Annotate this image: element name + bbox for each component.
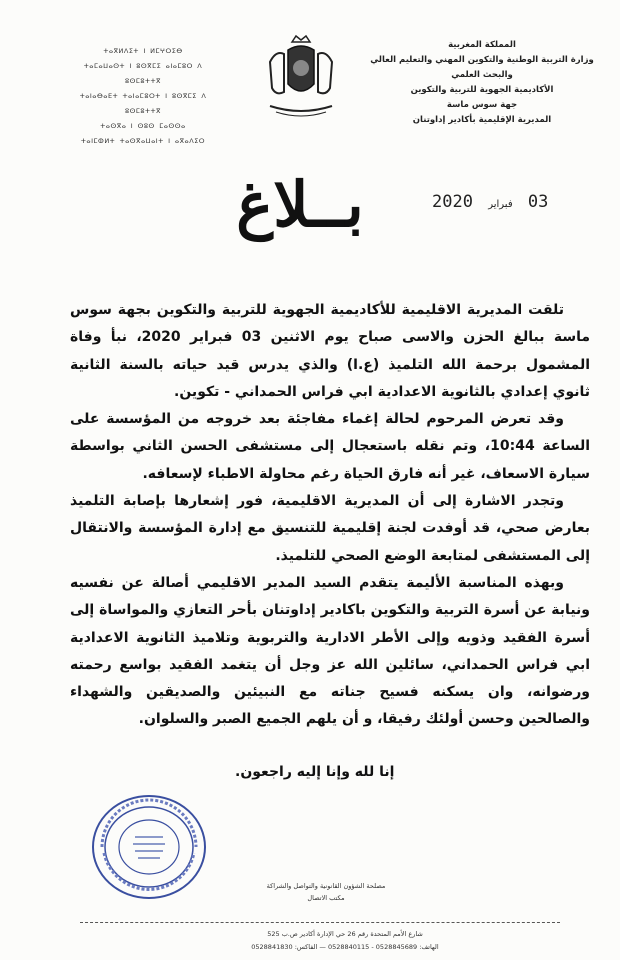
header-line: جهة سوس ماسة — [446, 100, 518, 110]
paragraph: وقد تعرض المرحوم لحالة إغماء مفاجئة بعد خروجه من المؤسسة على الساعة 10:44، وتم نقله باستعجال إلى مستشفى الحسن الثاني بواسطة سيارة الاسعاف، غير أنه فارق الحياة رغم محاولة الاطباء لإسعافه. — [70, 411, 590, 482]
header-line: وزارة التربية الوطنية والتكوين المهني والتعليم العالي والبحث العلمي — [370, 55, 594, 80]
closing-phrase: إنا لله وإنا إليه راجعون. — [235, 764, 395, 780]
header-line: ⵜⴰⵏⴰⴱⴰⴹⵜ ⵜⴰⵏⴰⵎⵓⵔⵜ ⵏ ⵓⵙⴳⵎⵉ ⴷ ⵓⵙⵎⵓⵜⵜⴳ — [79, 92, 207, 115]
date-month: فبراير — [488, 199, 513, 210]
office-line: مصلحة الشؤون القانونية والتواصل والشراكة — [266, 882, 386, 890]
paragraph: وتجدر الاشارة إلى أن المديرية الاقليمية، فور إشعارها بإصابة التلميذ بعارض صحي، قد أوفدت لجنة إقليمية للتنسيق مع إدارة المؤسسة والانتقال إلى المستشفى لمتابعة الوضع الصحي للتلميذ. — [70, 493, 590, 564]
document-body — [70, 297, 590, 734]
footer-phones: الهاتف: 0528845689 - 0528840115 — الفاكس: 0528841830 — [251, 943, 439, 951]
official-stamp-icon — [90, 793, 208, 901]
coat-of-arms-icon — [262, 32, 340, 122]
paragraph: وبهذه المناسبة الأليمة يتقدم السيد المدير الاقليمي أصالة عن نفسيه ونيابة عن أسرة التربية والتكوين باكادير إداوتنان بأحر التعازي والمواساة إلى أسرة الفقيد وذويه وإلى الأطر الادارية والتربوية وتلاميذ الثانوية الاعدادية ابي فراس الحمداني، سائلين الله عز وجل أن يتغمد الفقيد بواسع رحمته ورضوانه، وان يسكنه فسيح جناته مع النبيئين والصديقين والشهداء والصالحين وحسن أولئك رفيقا، و أن يلهم الجميع الصبر والسلوان. — [70, 574, 590, 728]
footer-contact — [190, 928, 500, 954]
date-day: 03 — [527, 192, 549, 212]
document-date — [432, 192, 548, 212]
header-line: ⵜⴰⵎⴰⵡⴰⵙⵜ ⵏ ⵓⵙⴳⵎⵉ ⴰⵏⴰⵎⵓⵔ ⴷ ⵓⵙⵎⵓⵜⵜⴳ — [83, 62, 203, 85]
date-year: 2020 — [432, 192, 473, 212]
office-line: مكتب الاتصال — [307, 894, 345, 902]
document-title: بــلاغ — [236, 168, 364, 241]
header-ministry-arabic — [362, 38, 602, 128]
header-line: ⵜⴰⴳⵍⴷⵉⵜ ⵏ ⵍⵎⵖⵔⵉⴱ — [103, 47, 183, 55]
header-line: المملكة المغربية — [448, 40, 516, 50]
header-line: ⵜⴰⵙⴳⴰ ⵏ ⵙⵓⵙ ⵎⴰⵙⵙⴰ — [100, 122, 186, 130]
issuing-office — [226, 880, 426, 904]
header-line: الأكاديمية الجهوية للتربية والتكوين — [410, 85, 554, 95]
header-line: ⵜⴰⵏⵎⵀⵍⵜ ⵜⴰⵙⴳⴰⵡⴰⵏⵜ ⵏ ⴰⴳⴰⴷⵉⵔ — [80, 137, 206, 145]
footer-address: شارع الأمم المتحدة رقم 26 حي الإدارة أكادير ص.ب 525 — [267, 930, 423, 938]
paragraph: تلقت المديرية الاقليمية للأكاديمية الجهوية للتربية والتكوين بجهة سوس ماسة ببالغ الحزن والاسى صباح يوم الاثنين 03 فبراير 2020، نبأ وفاة المشمول برحمة الله التلميذ (ع.ا) والذي يدرس قيد حياته بالسنة الثانية ثانوي إعدادي بالثانوية الاعدادية ابي فراس الحمداني - تكوين. — [70, 302, 591, 400]
header-line: المديرية الإقليمية بأكادير إداوتنان — [412, 115, 552, 125]
footer-divider — [80, 922, 560, 923]
header-ministry-tifinagh — [68, 44, 218, 149]
